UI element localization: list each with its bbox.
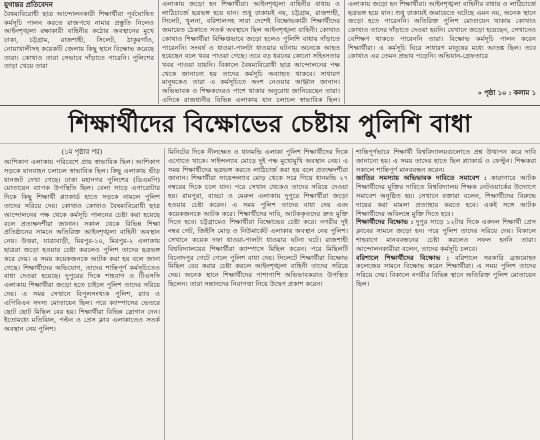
body-column-2 <box>168 148 348 440</box>
top-column-3 <box>348 0 536 104</box>
column-divider <box>352 148 353 440</box>
byline: যুগান্তর প্রতিবেদন <box>4 0 53 9</box>
top-column-1-text: বৈষম্যবিরোধী ছাত্র আন্দোলনকারী শিক্ষার্থীরা পূর্বঘোষিত কর্মসূচি পালন করতে রাজপথে নামার প্রস্তুতি নিলেও আইনশৃঙ্খলা রক্ষাকারী বাহিনীর কঠোর অবস্থানের মুখে ঢাকা, চট্টগ্রাম, রাজশাহী, সিলেট, ঠাকুরগাঁও, নোয়াখালীসহ কয়েকটি জেলায় কিছু স্থানে বিক্ষোভ করেছে তারা। কোথাও তারা সেভাবে দাঁড়াতে পারেনি। পুলিশের তাড়া খেয়ে তারা <box>4 10 154 71</box>
previous-story <box>0 0 540 104</box>
column-divider <box>158 0 159 104</box>
top-column-2 <box>162 0 340 104</box>
top-column-1 <box>4 0 154 104</box>
top-column-3-text: এলাকায় জড়ো হন শিক্ষার্থীরা। আইনশৃঙ্খলা বাহিনীর বাধায় ও লাঠিচার্জে ছত্রভঙ্গ হয়ে যান। শুধু ঢাকায়ই জমায়েতে ঘটেছে এমন নয়, অনেক স্থানে জড়ো হতে পারেননি। অতিরিক্ত পুলিশ মোতায়েন থাকায় কোথাও কোথাও তাদের দাঁড়াতে দেওয়া হয়নি। যেখানে জড়ো হয়েছেন, সেখানেও বেশিক্ষণ থাকতে পারেননি তারা। বিক্ষোভ কর্মসূচি পালন করেন শিক্ষার্থীরা। এ কর্মসূচি ঘিরে সাধারণ মানুষের মধ্যে আতঙ্ক ছিল। তবে কোথাও এর তেমন প্রভাব পড়েনি। অভিযান-গ্রেফতারে <box>348 0 536 61</box>
headline: শিক্ষার্থীদের বিক্ষোভের চেষ্টায় পুলিশি বাধা <box>68 109 472 138</box>
body-column-1 <box>4 148 160 440</box>
subheading: শিক্ষার্থীদের বিক্ষোভ : <box>356 218 414 227</box>
top-column-2-text: এলাকায় জড়ো হন শিক্ষার্থীরা। আইনশৃঙ্খলা বাহিনীর বাধায় ও লাঠিচার্জে ছত্রভঙ্গ হয়ে যান। শুধু ঢাকায়ই নয়, চট্টগ্রাম, রাজশাহী, সিলেট, খুলনা, বরিশালসহ সারা দেশেই বিক্ষোভকারী শিক্ষার্থীদের জমায়েত ঠেকাতে সতর্ক অবস্থানে ছিল আইনশৃঙ্খলা বাহিনী। কোথাও কোথাও শিক্ষার্থীরা বিক্ষিপ্তভাবে জড়ো হলেও পুলিশি বাধায় দাঁড়াতে পারেননি। সংঘর্ষ ও ধাওয়া-পালটা ধাওয়ার ঘটনায় অনেকে আহত হয়েছেন বলে খবর পাওয়া গেছে। তবে বড় ধরনের কোনো সহিংসতার খবর পাওয়া যায়নি। বিকালে বৈষম্যবিরোধী ছাত্র আন্দোলনের পক্ষ থেকে জানানো হয় তাদের কর্মসূচি অব্যাহত থাকবে। সাধারণ মানুষকেও তারা এ কর্মসূচিতে অংশ নেওয়ার আহ্বান জানান। অভিভাবক ও শিক্ষকদেরও পাশে থাকার অনুরোধ জানিয়েছেন তারা। এদিকে রাজধানীর বিভিন্ন এলাকায় যান চলাচল স্বাভাবিক ছিল। <box>162 0 340 104</box>
body-column-2-text: মিনিটের দিকে নীলক্ষেত ও ধানমন্ডি এলাকা পুলিশ শিক্ষার্থীদের দিকে এগোতে থাকে। সাইন্সল্যাব মোড়ে দুই পক্ষ মুখোমুখি অবস্থান নেয়। এ সময় শিক্ষার্থীদের ছত্রভঙ্গ করতে লাঠিচার্জ করা হয় বলে প্রত্যক্ষদর্শীরা জানান। শিক্ষার্থীরা সায়েন্সল্যাব মোড় থেকে সরে গিয়ে ধানমন্ডি ২৭ নম্বরের দিকে চলে যান। পরে সেখান থেকেও তাদের সরিয়ে দেওয়া হয়। রামপুরা, বাড্ডা ও মেরুল এলাকায় দুপুরে শিক্ষার্থীরা জড়ো হওয়ার চেষ্টা করেন। এ সময় পুলিশ তাদের বাধা দেয় এবং কয়েকজনকে আটক করে। শিক্ষার্থীদের দাবি, আটককৃতদের দ্রুত মুক্তি দিতে হবে। চট্টগ্রামেও শিক্ষার্থীরা বিক্ষোভের চেষ্টা করে। নগরীর দুই নম্বর গেট, জিইসি মোড় ও নিউমার্কেট এলাকায় অবস্থান নেয় পুলিশ। সেখানে কয়েক দফা ধাওয়া-পালটা ধাওয়ার ঘটনা ঘটে। রাজশাহী বিশ্ববিদ্যালয়ের শিক্ষার্থীরা ক্যাম্পাসে মিছিল করেন। পরে মিছিলটি বিনোদপুর গেটে গেলে পুলিশ বাধা দেয়। সিলেটে শিক্ষার্থীরা বিক্ষোভ মিছিল বের করার চেষ্টা করলে আইনশৃঙ্খলা বাহিনী তাদের সরিয়ে দেয়। অনেক স্থানে শিক্ষার্থীদের পাশাপাশি অভিভাবকরাও উপস্থিত ছিলেন। তারা সন্তানদের নিরাপত্তা নিয়ে উদ্বেগ প্রকাশ করেন। <box>168 148 348 288</box>
column-divider <box>164 148 165 440</box>
column-divider <box>344 0 345 104</box>
body-column-3-text: কারাগারে আটক শিক্ষার্থীদের মুক্তির দাবিতে বিশ্ববিদ্যালয় শিক্ষক নেটওয়ার্কের উদ্যোগে সমাবেশ অনুষ্ঠিত হয়। সেখানে বক্তারা বলেন, শিক্ষার্থীদের বিরুদ্ধে দায়ের করা মামলা প্রত্যাহার করতে হবে। একই সঙ্গে আটক শিক্ষার্থীদের অবিলম্বে মুক্তি দিতে হবে। <box>356 174 536 218</box>
body-column-3 <box>356 148 536 440</box>
subheading: বরিশালে শিক্ষার্থীদের বিক্ষোভ : <box>356 253 450 262</box>
jump-reference: » পৃষ্ঠা ১০ : কলাম ১ <box>477 89 536 97</box>
body-column-1-text: আশিকাগ এলাকায় পরিবেশে প্রায় স্বাভাবিক ছিল। আশিকাগ সড়কে যানবাহন চলাচল স্বাভাবিক ছিল। কিছু এলাকায় ভীড় যানজট দেখা গেছে। ঢাকা মহানগর পুলিশের (ডিএমপি) মোতায়েন ব্যাপক উপস্থিতি ছিল। বেলা সাড়ে এগারোটার দিকে কিছু শিক্ষার্থী প্ল্যাকার্ড হাতে সড়কে নামলে পুলিশ তাদের সরিয়ে দেয়। কোথাও কোথাও বৈষম্যবিরোধী ছাত্র আন্দোলনের পক্ষ থেকে কর্মসূচি পালনের চেষ্টা করা হয়েছে বলে প্রত্যক্ষদর্শীরা জানান। সকাল থেকে বিভিন্ন শিক্ষা প্রতিষ্ঠানের সামনে অতিরিক্ত আইনশৃঙ্খলা বাহিনী অবস্থান নেয়। উত্তরা, যাত্রাবাড়ী, মিরপুর-১০, মিরপুর-২ এলাকায় ছাত্ররা জড়ো হওয়ার চেষ্টা করলেও পুলিশ তাদের ছত্রভঙ্গ করে দেয়। এ সময় কয়েকজনকে আটক করা হয় বলে জানা গেছে। শিক্ষার্থীদের অভিযোগ, তাদের শান্তিপূর্ণ কর্মসূচিতেও বাধা দেওয়া হয়েছে। দুপুরের দিকে শাহবাগ ও টিএসসি এলাকায় শিক্ষার্থীরা জড়ো হতে চাইলে পুলিশ তাদের সরিয়ে দেয়। এ সময় সেখানে বিপুলসংখ্যক পুলিশ, র‌্যাব ও এপিবিএন সদস্য মোতায়েন ছিল। পরে ক্যাম্পাসের ভেতরে ছোট ছোট মিছিল বের হয়। শিক্ষার্থীরা বিভিন্ন স্লোগান দেন। ইতোমধ্যে মতিঝিল, পল্টন ও প্রেস ক্লাব এলাকাতেও সতর্ক অবস্থান নেয় পুলিশ। <box>4 158 160 334</box>
section-rule <box>0 105 540 106</box>
body-column-3-text: দুপুর সাড়ে ১২টার দিকে একদল শিক্ষার্থী প্রেস ক্লাবের সামনে জড়ো হন। পরে পুলিশ তাদের সরিয়ে দেয়। বিকালে শাহবাগে মানববন্ধনের চেষ্টা করলেও সফল হননি তারা। আন্দোলনকারীরা বলেন, তাদের কর্মসূচি চলবে। <box>356 218 536 253</box>
body-column-3-text: বরিশালে সরকারি ব্রজমোহন কলেজের সামনে বিক্ষোভ করেন শিক্ষার্থীরা। এ সময় পুলিশ তাদের সরিয়ে দেয়। বিকালে নগরীর বিভিন্ন স্থানে অতিরিক্ত পুলিশ মোতায়েন ছিল। <box>356 253 536 288</box>
subheading: জাতির সমস্যায় অভিভাবক দাবিতে সমাবেশ : <box>356 174 487 183</box>
body-column-3-text: শান্তিপূর্ণভাবে শিক্ষার্থী বিশ্ববিদ্যালয়গুলোতে প্রশ্ন উত্থাপন করে দাবি জানানো হয়। এ সময় তাদের হাতে ছিল প্ল্যাকার্ড ও ফেস্টুন। শিক্ষকরা সকালে শান্তিপূর্ণ মানববন্ধন করেন। <box>356 148 536 174</box>
continuation-label: (১ম পৃষ্ঠার পর) <box>61 148 103 156</box>
headline-rule <box>0 143 540 144</box>
